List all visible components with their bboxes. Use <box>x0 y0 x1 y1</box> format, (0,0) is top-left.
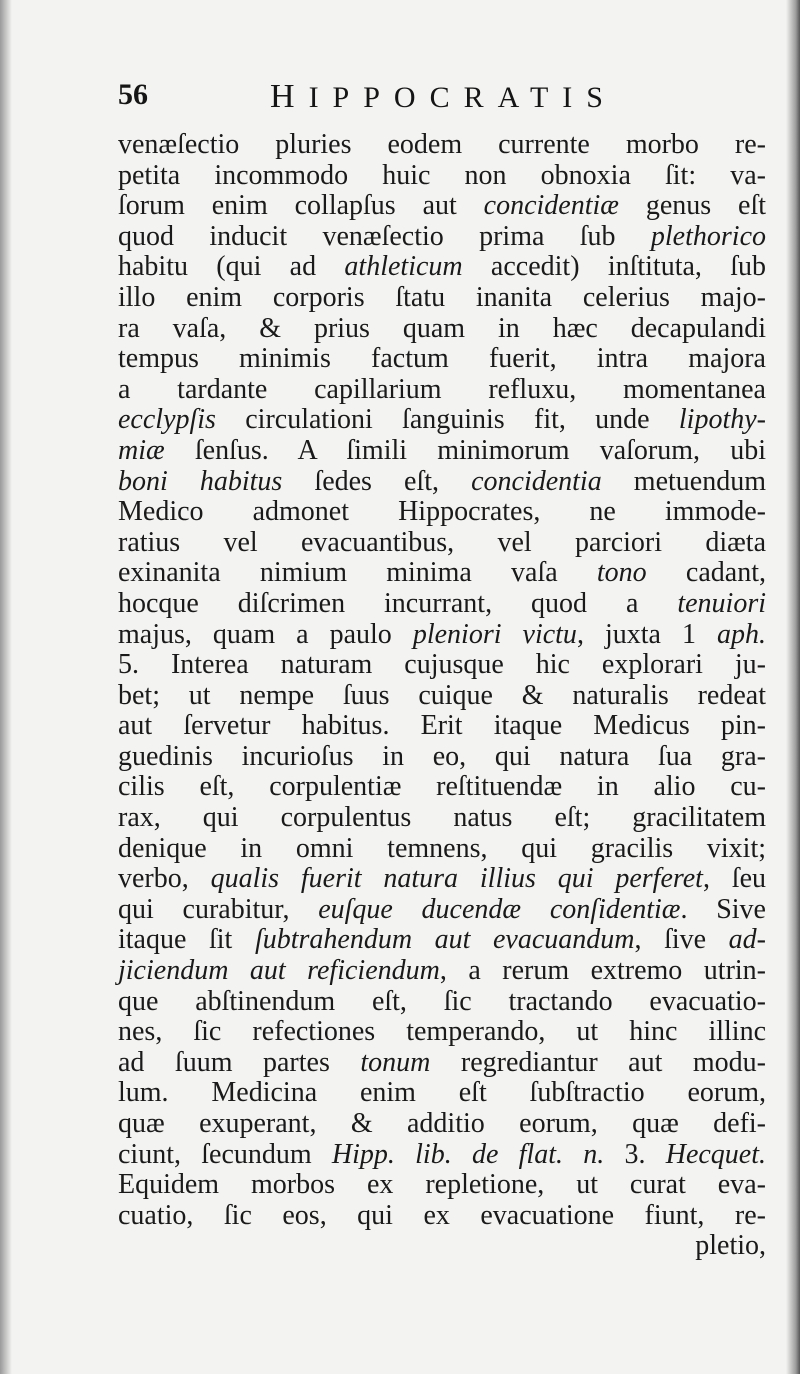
text-run: . Sive <box>680 893 766 925</box>
text-line <box>118 620 766 651</box>
italic-text: tono <box>596 557 647 589</box>
text-run: nes, ſic refectiones temperando, ut hinc illinc <box>118 1016 766 1048</box>
text-line <box>118 1048 766 1079</box>
text-line <box>118 895 766 926</box>
text-line <box>118 1201 766 1232</box>
page-edge <box>786 0 800 1374</box>
text-run: 3. <box>604 1138 666 1170</box>
running-title <box>270 78 617 116</box>
text-run: ra vaſa, & prius quam in hæc decapulandi <box>118 312 766 344</box>
italic-text: qualis fuerit natura illius qui perferet <box>210 863 703 895</box>
text-line <box>118 222 766 253</box>
italic-text: athleticum <box>344 251 463 283</box>
catchword: pletio, <box>695 1230 766 1262</box>
text-line <box>118 314 766 345</box>
text-line <box>118 191 766 222</box>
text-line <box>118 742 766 773</box>
text-line <box>118 252 766 283</box>
italic-text: ſubtrahendum aut evacuandum <box>254 924 635 956</box>
text-line <box>118 436 766 467</box>
text-run: , juxta 1 <box>576 618 717 650</box>
text-run: , ſeu <box>702 863 766 895</box>
text-line <box>118 864 766 895</box>
text-run: Equidem morbos ex repletione, ut curat eva- <box>118 1169 766 1201</box>
text-run: illo enim corporis ſtatu inanita celerius majo- <box>118 281 766 313</box>
page-number: 56 <box>118 78 148 111</box>
text-run: ciunt, ſecundum <box>118 1138 332 1170</box>
text-run: habitu (qui ad <box>118 251 345 283</box>
text-line <box>118 987 766 1018</box>
text-run: circulationi ſanguinis fit, unde <box>215 404 679 436</box>
italic-text: ad- <box>728 924 766 956</box>
text-line <box>118 1017 766 1048</box>
text-run: petita incommodo huic non obnoxia ſit: va- <box>118 159 766 191</box>
text-line <box>118 528 766 559</box>
italic-text: ecclypſis <box>118 404 216 436</box>
text-line <box>118 589 766 620</box>
text-run: ſedes eſt, <box>282 465 472 497</box>
italic-text: plethorico <box>650 220 766 252</box>
italic-text: lipothy- <box>678 404 766 436</box>
text-run: que abſtinendum eſt, ſic tractando evacuatio- <box>118 985 766 1017</box>
italic-text: concidentia <box>471 465 602 497</box>
text-run: cadant, <box>646 557 766 589</box>
text-run: ſenſus. A ſimili minimorum vaſorum, ubi <box>164 434 766 466</box>
text-run: accedit) inſtituta, ſub <box>462 251 766 283</box>
text-run: denique in omni temnens, qui gracilis vixit; <box>118 832 766 864</box>
text-run: exinanita nimium minima vaſa <box>118 557 597 589</box>
text-line <box>118 558 766 589</box>
text-line <box>118 283 766 314</box>
text-line <box>118 803 766 834</box>
text-line <box>118 467 766 498</box>
text-run: cilis eſt, corpulentiæ reſtituendæ in alio cu- <box>118 771 766 803</box>
text-line <box>118 1109 766 1140</box>
text-line <box>118 1170 766 1201</box>
text-run: rax, qui corpulentus natus eſt; gracilitatem <box>118 802 766 834</box>
text-run: quod inducit venæſectio prima ſub <box>118 220 651 252</box>
text-run: qui curabitur, <box>118 893 319 925</box>
text-run: lum. Medicina enim eſt ſubſtractio eorum, <box>118 1077 766 1109</box>
text-line <box>118 1140 766 1171</box>
text-line <box>118 161 766 192</box>
italic-text: concidentiæ <box>483 190 619 222</box>
text-line <box>118 925 766 956</box>
text-run: itaque ſit <box>118 924 255 956</box>
text-line <box>118 650 766 681</box>
italic-text: aph. <box>717 618 766 650</box>
italic-text: euſque ducendæ conſidentiæ <box>318 893 681 925</box>
italic-text: tonum <box>360 1046 431 1078</box>
text-line <box>118 681 766 712</box>
text-line <box>118 956 766 987</box>
page-header <box>110 78 750 114</box>
text-line <box>118 344 766 375</box>
text-run: verbo, <box>118 863 211 895</box>
italic-text: Hecquet. <box>665 1138 767 1170</box>
text-run: quæ exuperant, & additio eorum, quæ defi- <box>118 1108 766 1139</box>
running-title-initial: H <box>270 78 309 115</box>
text-run: hocque diſcrimen incurrant, quod a <box>118 587 678 619</box>
text-run: ad ſuum partes <box>118 1046 361 1078</box>
text-line <box>118 405 766 436</box>
text-run: tempus minimis factum fuerit, intra majora <box>118 343 766 375</box>
text-run: genus eſt <box>618 190 767 222</box>
text-run: aut ſervetur habitus. Erit itaque Medicus pin- <box>118 710 766 742</box>
text-run: cuatio, ſic eos, qui ex evacuatione fiunt, re- <box>118 1199 766 1231</box>
page-gutter-shadow <box>0 0 12 1374</box>
text-run: venæſectio pluries eodem currente morbo re- <box>118 129 766 160</box>
italic-text: pleniori victu <box>412 618 577 650</box>
text-run: metuendum <box>601 465 766 497</box>
running-title-rest: IPPOCRATIS <box>308 81 617 114</box>
text-run: ratius vel evacuantibus, vel parciori diæta <box>118 526 766 558</box>
text-run: , a rerum extremo utrin- <box>439 955 766 987</box>
text-run: a tardante capillarium refluxu, momentanea <box>118 373 766 405</box>
text-line <box>118 375 766 406</box>
italic-text: tenuiori <box>677 587 766 619</box>
text-run: guedinis incurioſus in eo, qui natura ſua gra- <box>118 740 766 772</box>
text-run: Medico admonet Hippocrates, ne immode- <box>118 496 766 528</box>
text-line <box>118 834 766 865</box>
italic-text: Hipp. lib. de flat. n. <box>331 1138 605 1170</box>
text-run: bet; ut nempe ſuus cuique & naturalis redeat <box>118 679 766 711</box>
italic-text: miæ <box>118 434 165 466</box>
text-run: regrediantur aut modu- <box>430 1046 766 1078</box>
body-text <box>118 130 766 1262</box>
text-line <box>118 711 766 742</box>
text-line <box>118 130 766 161</box>
text-run: ſorum enim collapſus aut <box>118 190 484 222</box>
text-run: 5. Interea naturam cujusque hic explorari ju- <box>118 649 766 681</box>
text-line <box>118 772 766 803</box>
text-line <box>118 1078 766 1109</box>
text-run: , ſive <box>634 924 729 956</box>
text-line <box>118 497 766 528</box>
text-run: majus, quam a paulo <box>118 618 413 650</box>
italic-text: boni habitus <box>118 465 283 497</box>
italic-text: jiciendum aut reficiendum <box>118 955 440 987</box>
